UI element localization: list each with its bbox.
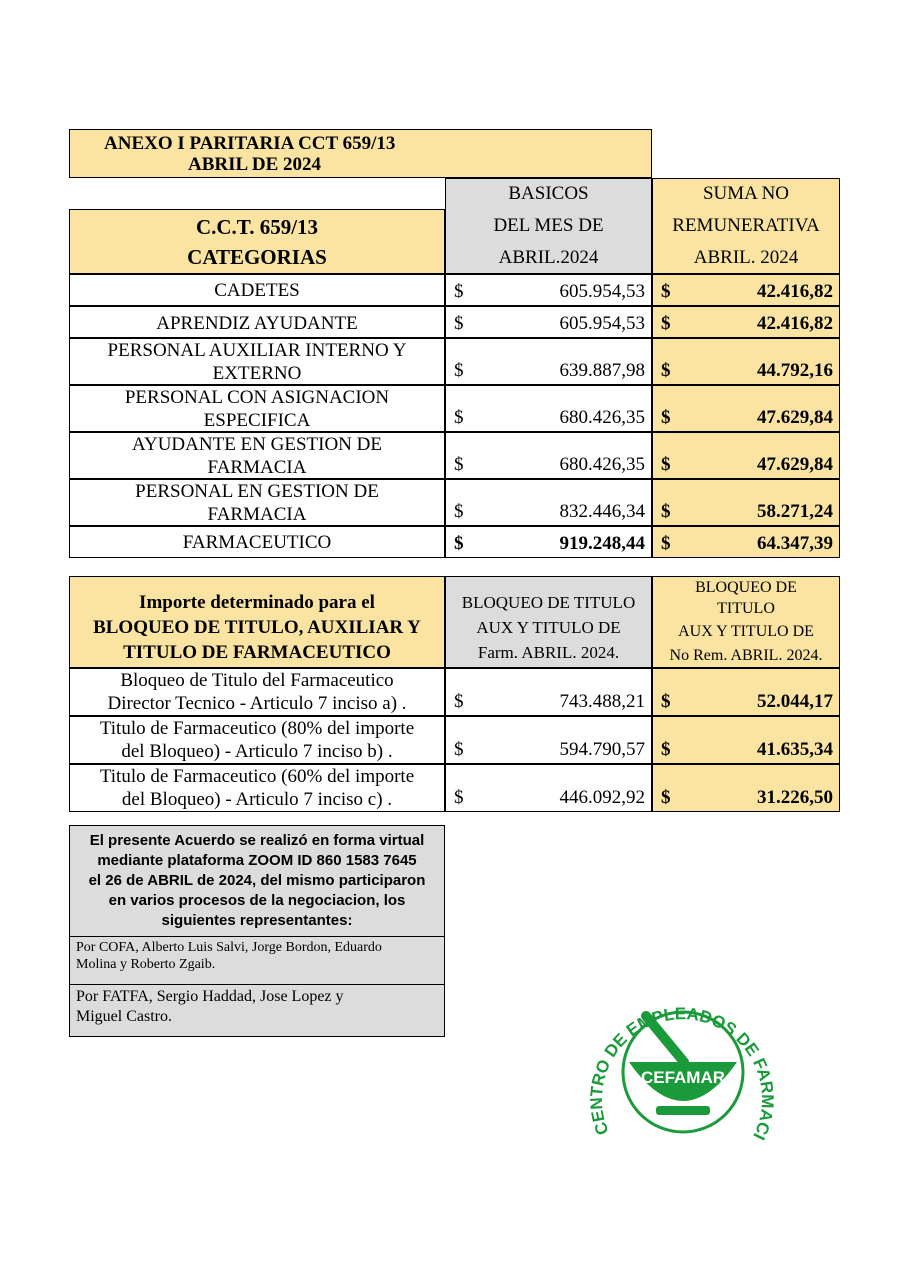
table1-header-categories: C.C.T. 659/13 CATEGORIAS [69,209,445,274]
bloqueo-amount-cell: $ 446.092,92 [445,764,652,812]
basic-salary-cell: $ 832.446,34 [445,479,652,526]
basic-salary-cell: $ 919.248,44 [445,526,652,558]
table-row: PERSONAL EN GESTION DE FARMACIA [69,479,445,526]
table-row: Titulo de Farmaceutico (60% del importe del Bloqueo) - Articulo 7 inciso c) . [69,764,445,812]
table1-header-basicos: BASICOS DEL MES DE ABRIL.2024 [445,178,652,274]
non-remunerative-cell: $ 42.416,82 [652,306,840,338]
table-row: Titulo de Farmaceutico (80% del importe del Bloqueo) - Articulo 7 inciso b) . [69,716,445,764]
table-row: APRENDIZ AYUDANTE [69,306,445,338]
cefamar-logo-graphic [584,980,784,1160]
table-row: PERSONAL AUXILIAR INTERNO Y EXTERNO [69,338,445,385]
cefamar-logo [584,980,784,1160]
table-row: Bloqueo de Titulo del Farmaceutico Director Tecnico - Articulo 7 inciso a) . [69,668,445,716]
logo-ring-text: CENTRO DE EMPLEADOS DE FARMACI [586,1004,778,1143]
table2-header-bloqueo-no-rem: BLOQUEO DE TITULO AUX Y TITULO DE No Rem. ABRIL. 2024. [652,576,840,668]
table-row: PERSONAL CON ASIGNACION ESPECIFICA [69,385,445,432]
non-remunerative-cell: $ 47.629,84 [652,385,840,432]
agreement-note: El presente Acuerdo se realizó en forma virtual mediante plataforma ZOOM ID 860 1583 7645 el 26 de ABRIL de 2024, del mismo participaron en varios procesos de la negociacion, los siguientes representantes: [69,825,445,937]
document-title [69,129,652,178]
basic-salary-cell: $ 605.954,53 [445,306,652,338]
non-remunerative-cell: $ 44.792,16 [652,338,840,385]
basic-salary-cell: $ 639.887,98 [445,338,652,385]
table2-header-description: Importe determinado para el BLOQUEO DE TITULO, AUXILIAR Y TITULO DE FARMACEUTICO [69,576,445,668]
table2-header-bloqueo: BLOQUEO DE TITULO AUX Y TITULO DE Farm. ABRIL. 2024. [445,576,652,668]
non-remunerative-cell: $ 47.629,84 [652,432,840,479]
bloqueo-amount-cell: $ 594.790,57 [445,716,652,764]
table1-header-suma-no-remunerativa: SUMA NO REMUNERATIVA ABRIL. 2024 [652,178,840,274]
bloqueo-non-rem-cell: $ 41.635,34 [652,716,840,764]
bloqueo-non-rem-cell: $ 31.226,50 [652,764,840,812]
cofa-representatives: Por COFA, Alberto Luis Salvi, Jorge Bordon, Eduardo Molina y Roberto Zgaib. [69,936,445,985]
title-line-1: ANEXO I PARITARIA CCT 659/13 [104,132,396,154]
table-row: AYUDANTE EN GESTION DE FARMACIA [69,432,445,479]
basic-salary-cell: $ 680.426,35 [445,432,652,479]
basic-salary-cell: $ 605.954,53 [445,274,652,306]
basic-salary-cell: $ 680.426,35 [445,385,652,432]
fatfa-representatives: Por FATFA, Sergio Haddad, Jose Lopez y Miguel Castro. [69,984,445,1037]
table-row: CADETES [69,274,445,306]
non-remunerative-cell: $ 42.416,82 [652,274,840,306]
bloqueo-amount-cell: $ 743.488,21 [445,668,652,716]
bloqueo-non-rem-cell: $ 52.044,17 [652,668,840,716]
non-remunerative-cell: $ 58.271,24 [652,479,840,526]
table-row: FARMACEUTICO [69,526,445,558]
title-line-2: ABRIL DE 2024 [188,153,322,175]
logo-center-text: CEFAMAR [640,1068,726,1087]
non-remunerative-cell: $ 64.347,39 [652,526,840,558]
